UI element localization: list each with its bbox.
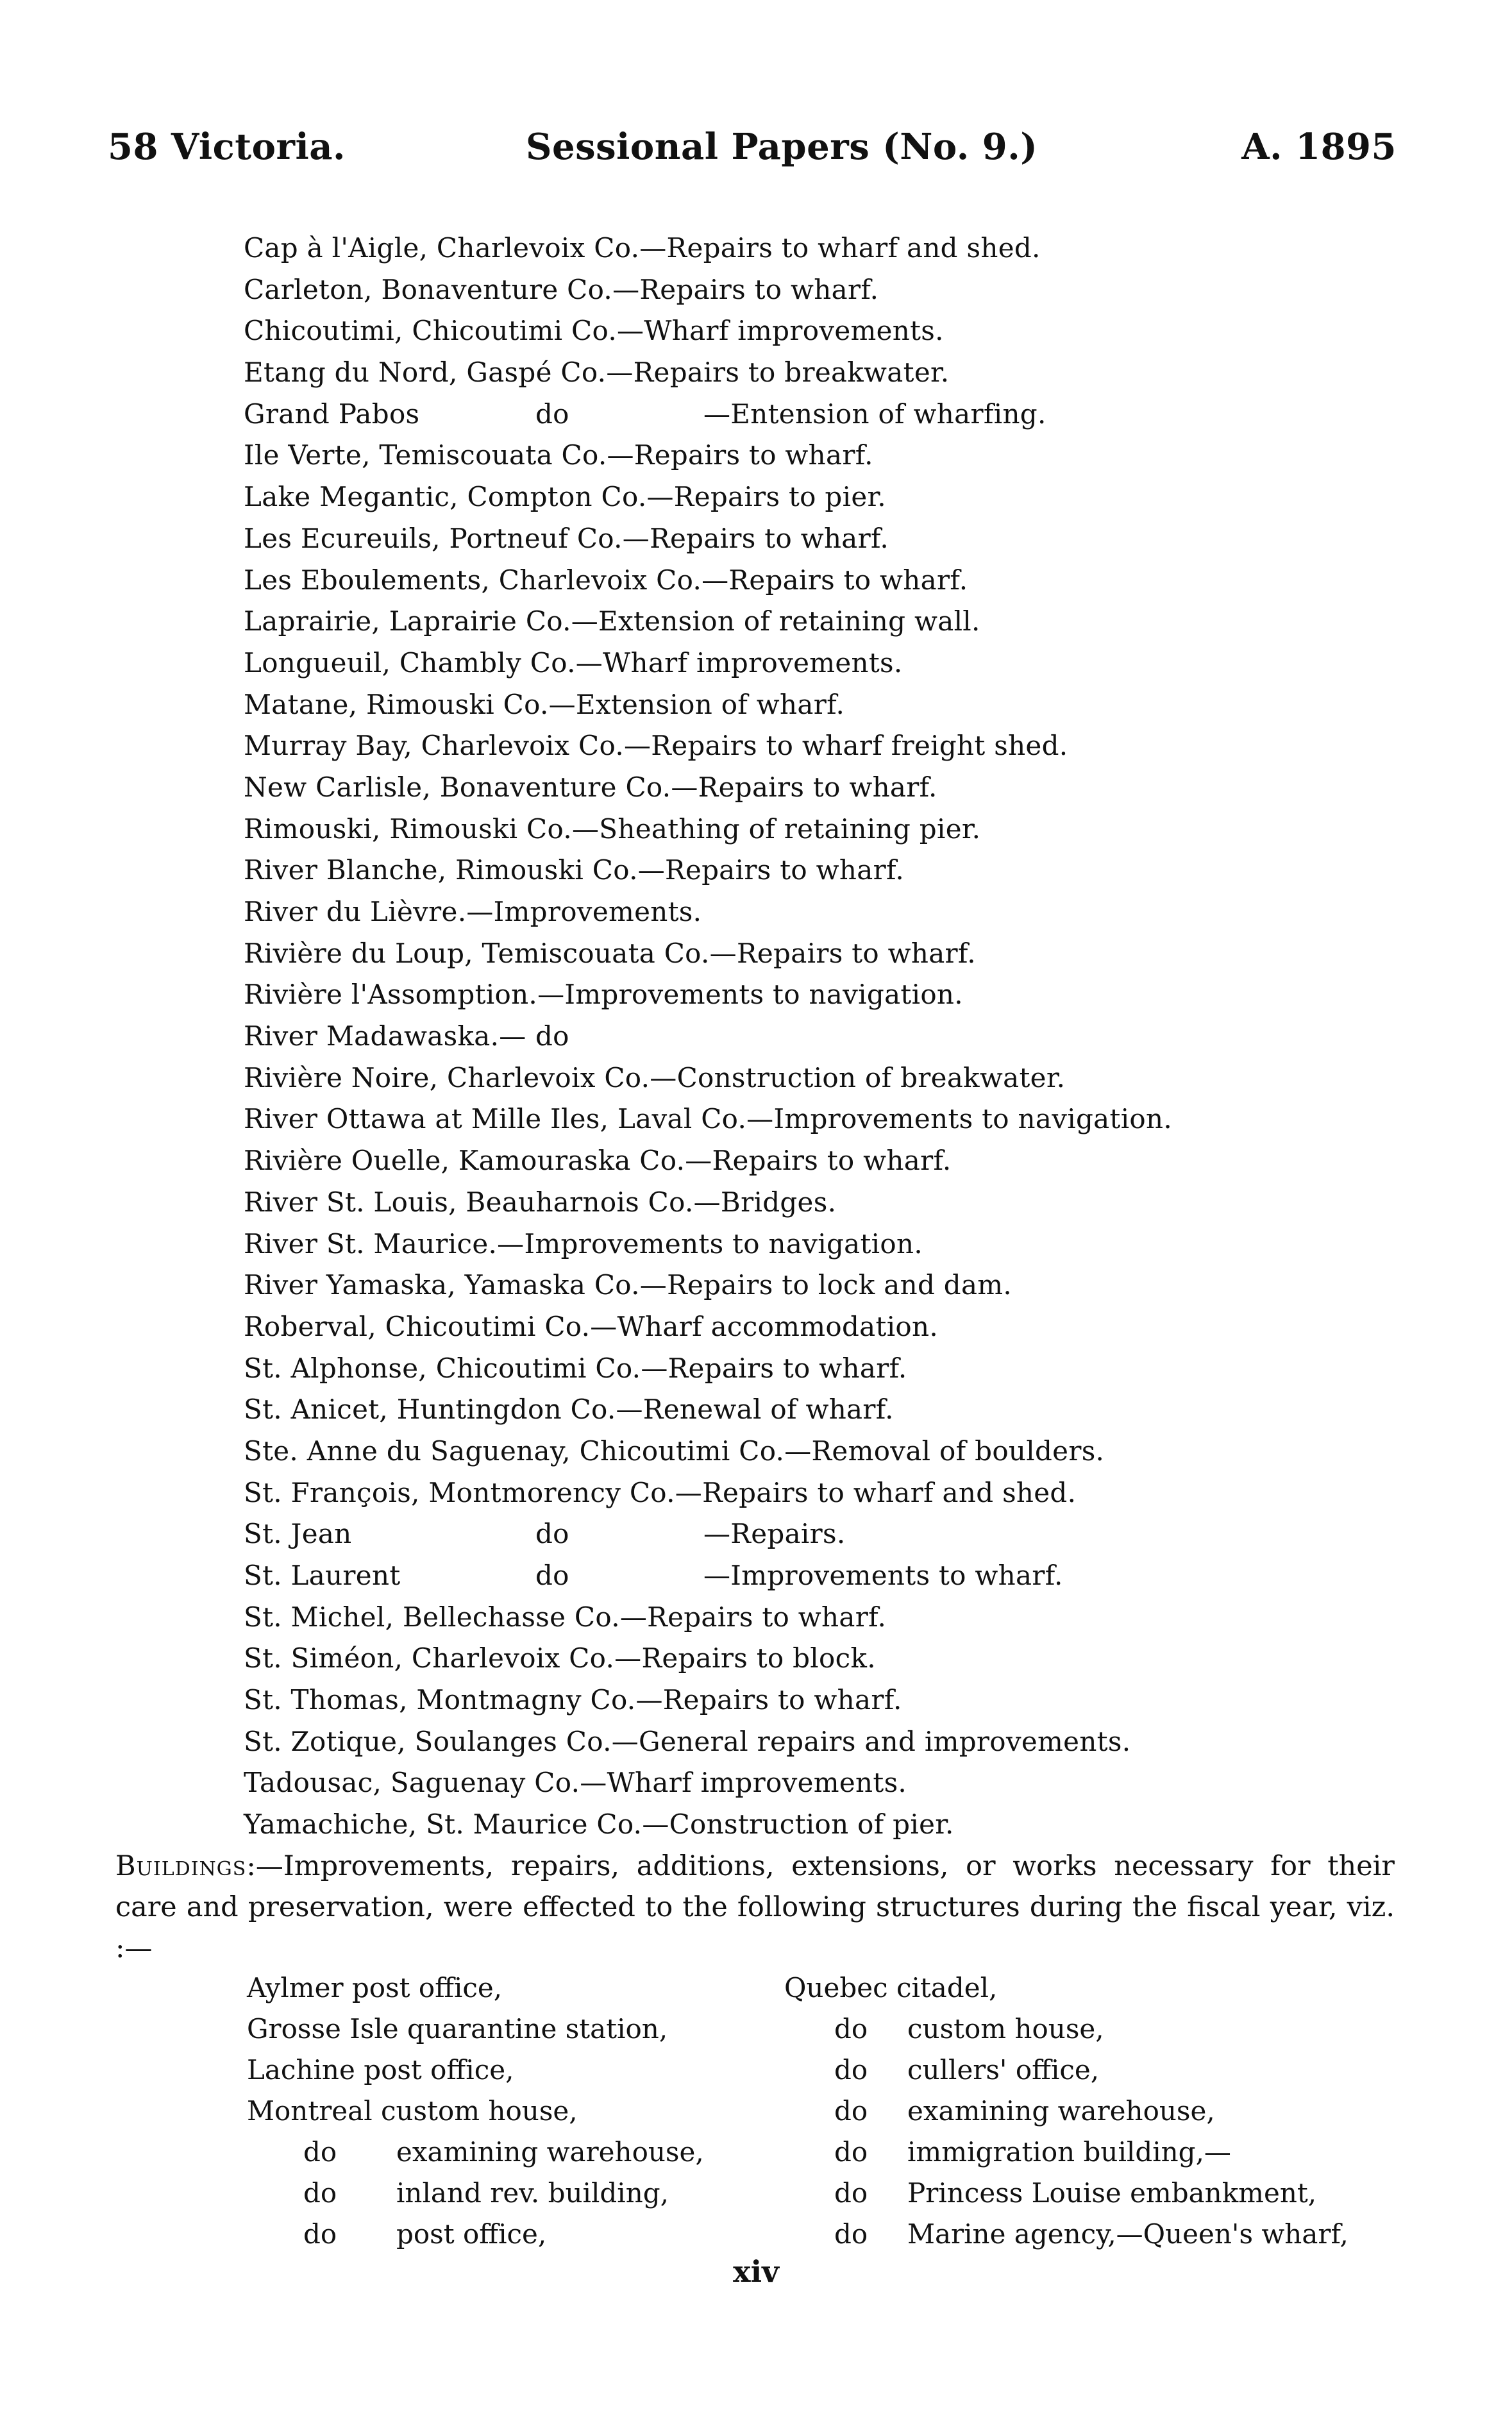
list-item <box>244 891 1398 933</box>
list-item <box>244 352 1398 394</box>
list-item <box>244 1265 1398 1306</box>
building-row <box>247 2214 1401 2255</box>
list-item <box>244 269 1398 311</box>
item-text: River Yamaska, Yamaska Co.—Repairs to lock and dam. <box>244 1269 1012 1301</box>
list-item <box>244 1431 1398 1472</box>
list-item <box>244 1680 1398 1721</box>
list-item <box>244 518 1398 560</box>
item-text: Longueuil, Chambly Co.—Wharf improvements. <box>244 646 903 679</box>
page-header <box>108 126 1397 171</box>
item-text: Yamachiche, St. Maurice Co.—Construction of pier. <box>244 1808 954 1841</box>
works-list <box>244 228 1398 1846</box>
building-row <box>247 2050 1401 2091</box>
buildings-heading: Buildings <box>115 1850 247 1882</box>
item-text: St. François, Montmorency Co.—Repairs to wharf and shed. <box>244 1476 1077 1508</box>
item-text: Laprairie, Laprairie Co.—Extension of retaining wall. <box>244 605 980 637</box>
item-text: Chicoutimi, Chicoutimi Co.—Wharf improvements. <box>244 315 944 347</box>
item-text: Cap à l'Aigle, Charlevoix Co.—Repairs to wharf and shed. <box>244 232 1041 264</box>
building-name-left: Aylmer post office, <box>247 1972 503 2003</box>
list-item <box>244 1016 1398 1058</box>
buildings-intro-text: :—Improvements, repairs, additions, extensions, or works necessary for their care and preservation, were effected to the following structures during the fiscal year, viz. :— <box>115 1850 1395 1964</box>
list-item <box>244 1306 1398 1348</box>
item-text: Carleton, Bonaventure Co.—Repairs to wharf. <box>244 273 879 305</box>
item-text: Rivière Noire, Charlevoix Co.—Construction of breakwater. <box>244 1061 1066 1093</box>
item-text: St. Thomas, Montmagny Co.—Repairs to wharf. <box>244 1684 902 1716</box>
list-item <box>244 560 1398 602</box>
building-row <box>247 2009 1401 2050</box>
item-text-continued: —Repairs. <box>703 1518 846 1550</box>
building-name-left: Lachine post office, <box>247 2054 514 2086</box>
item-text: St. Jean <box>244 1518 352 1550</box>
building-name-right: Marine agency,—Queen's wharf, <box>907 2218 1348 2250</box>
list-item <box>244 1140 1398 1182</box>
list-item <box>244 1389 1398 1431</box>
building-row <box>247 2091 1401 2132</box>
list-item <box>244 1182 1398 1224</box>
item-text: Rimouski, Rimouski Co.—Sheathing of retaining pier. <box>244 813 981 845</box>
item-text: Roberval, Chicoutimi Co.—Wharf accommodation. <box>244 1310 939 1342</box>
item-text: River Madawaska.— <box>244 1020 526 1052</box>
list-item <box>244 809 1398 850</box>
item-text: River Ottawa at Mille Iles, Laval Co.—Improvements to navigation. <box>244 1103 1173 1135</box>
item-text: River St. Louis, Beauharnois Co.—Bridges. <box>244 1186 837 1218</box>
ditto-mark: do <box>535 1020 569 1052</box>
ditto-mark: do <box>834 2013 868 2044</box>
item-text: Les Ecureuils, Portneuf Co.—Repairs to wharf. <box>244 522 889 554</box>
list-item <box>244 1721 1398 1763</box>
item-text: Ste. Anne du Saguenay, Chicoutimi Co.—Removal of boulders. <box>244 1435 1105 1467</box>
item-text: Les Eboulements, Charlevoix Co.—Repairs to wharf. <box>244 564 968 596</box>
ditto-mark: do <box>834 2054 868 2086</box>
list-item <box>244 1555 1398 1597</box>
list-item <box>244 1348 1398 1390</box>
item-text: River St. Maurice.—Improvements to navigation. <box>244 1227 923 1260</box>
header-title: Sessional Papers (No. 9.) <box>526 126 1038 168</box>
building-row <box>247 2173 1401 2214</box>
building-name-left: Montreal custom house, <box>247 2095 578 2127</box>
list-item <box>244 310 1398 352</box>
item-text-continued: —Improvements to wharf. <box>703 1560 1063 1591</box>
ditto-mark: do <box>303 2177 337 2209</box>
list-item <box>244 767 1398 809</box>
item-text: St. Zotique, Soulanges Co.—General repairs and improvements. <box>244 1725 1131 1757</box>
list-item <box>244 1224 1398 1265</box>
header-session: 58 Victoria. <box>108 126 346 168</box>
item-text: St. Michel, Bellechasse Co.—Repairs to wharf. <box>244 1601 887 1633</box>
list-item <box>244 435 1398 476</box>
item-text: Matane, Rimouski Co.—Extension of wharf. <box>244 688 845 720</box>
building-name-left: inland rev. building, <box>396 2177 669 2209</box>
list-item <box>244 601 1398 643</box>
building-row <box>247 2132 1401 2173</box>
building-name-left: post office, <box>396 2218 547 2250</box>
ditto-mark: do <box>834 2177 868 2209</box>
ditto-mark: do <box>303 2136 337 2168</box>
building-name-right: custom house, <box>907 2013 1104 2044</box>
ditto-mark: do <box>834 2136 868 2168</box>
buildings-paragraph <box>115 1846 1395 1969</box>
building-name-right: Quebec citadel, <box>784 1972 998 2003</box>
item-text: Lake Megantic, Compton Co.—Repairs to pier. <box>244 481 886 513</box>
ditto-mark: do <box>834 2095 868 2127</box>
building-row <box>247 1968 1401 2009</box>
buildings-list <box>247 1968 1401 2255</box>
list-item <box>244 1804 1398 1846</box>
ditto-mark: do <box>535 1518 569 1550</box>
item-text: Rivière du Loup, Temiscouata Co.—Repairs to wharf. <box>244 937 976 969</box>
ditto-mark: do <box>535 1560 569 1591</box>
page-number: xiv <box>733 2254 779 2289</box>
item-text: St. Alphonse, Chicoutimi Co.—Repairs to wharf. <box>244 1352 907 1384</box>
item-text-continued: —Entension of wharfing. <box>703 398 1046 430</box>
building-name-right: immigration building,— <box>907 2136 1231 2168</box>
item-text: St. Laurent <box>244 1560 401 1591</box>
item-text: Grand Pabos <box>244 398 420 430</box>
item-text: River Blanche, Rimouski Co.—Repairs to wharf. <box>244 854 904 886</box>
list-item <box>244 228 1398 269</box>
building-name-right: examining warehouse, <box>907 2095 1215 2127</box>
item-text: Murray Bay, Charlevoix Co.—Repairs to wharf freight shed. <box>244 730 1068 762</box>
item-text: St. Siméon, Charlevoix Co.—Repairs to block. <box>244 1642 876 1674</box>
item-text: Rivière Ouelle, Kamouraska Co.—Repairs to wharf. <box>244 1145 952 1177</box>
item-text: Etang du Nord, Gaspé Co.—Repairs to breakwater. <box>244 357 950 389</box>
ditto-mark: do <box>535 398 569 430</box>
building-name-left: Grosse Isle quarantine station, <box>247 2013 668 2044</box>
item-text: Rivière l'Assomption.—Improvements to navigation. <box>244 979 963 1011</box>
list-item <box>244 850 1398 891</box>
list-item <box>244 394 1398 435</box>
list-item <box>244 1638 1398 1680</box>
ditto-mark: do <box>303 2218 337 2250</box>
list-item <box>244 1058 1398 1099</box>
list-item <box>244 1513 1398 1555</box>
item-text: River du Lièvre.—Improvements. <box>244 896 702 927</box>
list-item <box>244 933 1398 975</box>
list-item <box>244 974 1398 1016</box>
item-text: St. Anicet, Huntingdon Co.—Renewal of wharf. <box>244 1394 894 1426</box>
ditto-mark: do <box>834 2218 868 2250</box>
list-item <box>244 1099 1398 1140</box>
list-item <box>244 643 1398 684</box>
building-name-right: cullers' office, <box>907 2054 1100 2086</box>
list-item <box>244 1472 1398 1514</box>
list-item <box>244 1597 1398 1639</box>
list-item <box>244 476 1398 518</box>
item-text: New Carlisle, Bonaventure Co.—Repairs to wharf. <box>244 771 937 803</box>
building-name-left: examining warehouse, <box>396 2136 704 2168</box>
list-item <box>244 725 1398 767</box>
building-name-right: Princess Louise embankment, <box>907 2177 1317 2209</box>
header-year: A. 1895 <box>1241 126 1397 168</box>
item-text: Tadousac, Saguenay Co.—Wharf improvements. <box>244 1767 907 1799</box>
list-item <box>244 1762 1398 1804</box>
item-text: Ile Verte, Temiscouata Co.—Repairs to wharf. <box>244 439 873 471</box>
list-item <box>244 684 1398 726</box>
